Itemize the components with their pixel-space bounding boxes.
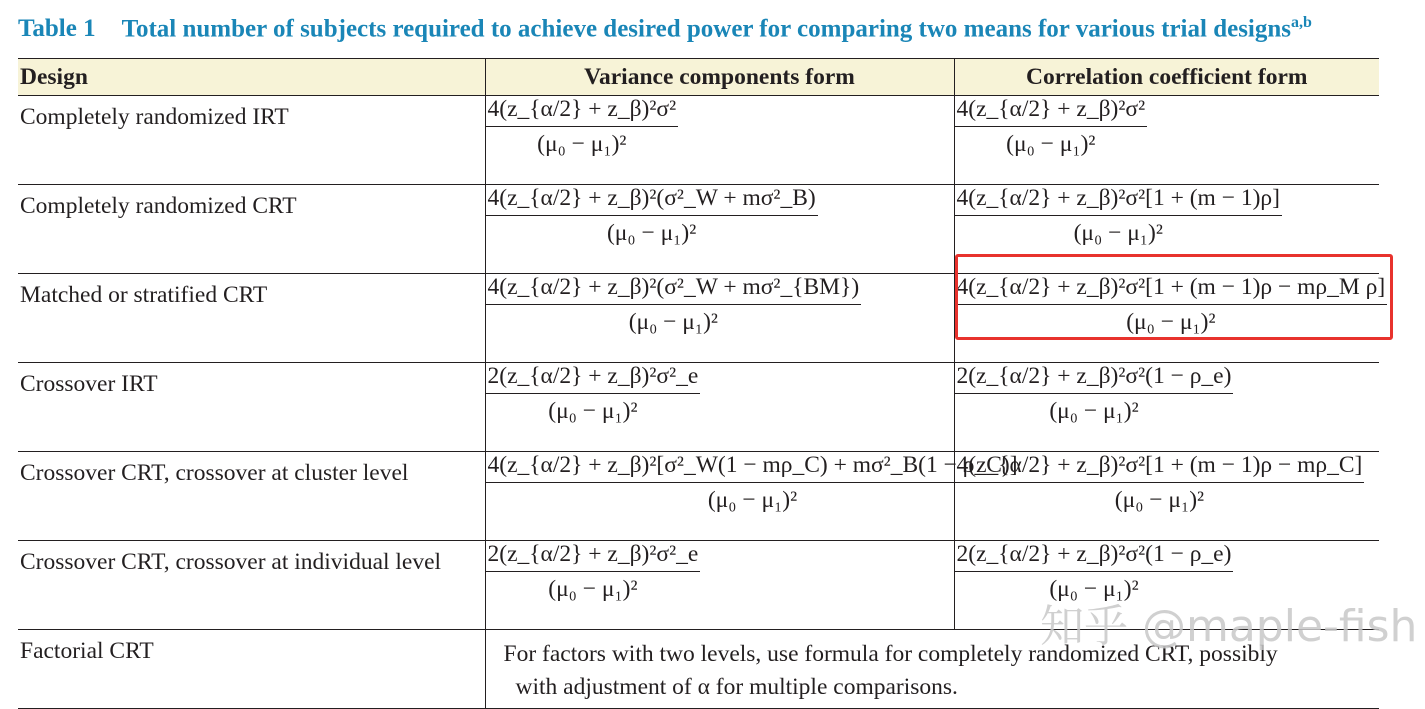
table-number: Table 1	[18, 15, 96, 43]
variance-formula	[485, 363, 954, 452]
formula-denominator: (μ₀ − μ₁)²	[548, 576, 638, 602]
correlation-formula	[954, 363, 1379, 452]
header-variance-form: Variance components form	[485, 59, 954, 96]
formula-denominator: (μ₀ − μ₁)²	[1073, 220, 1163, 246]
formula-denominator: (μ₀ − μ₁)²	[537, 131, 627, 157]
design-cell: Crossover IRT	[18, 363, 485, 452]
design-cell: Completely randomized IRT	[18, 96, 485, 185]
variance-formula	[485, 541, 954, 630]
formula-denominator: (μ₀ − μ₁)²	[1049, 576, 1139, 602]
design-cell: Factorial CRT	[18, 630, 485, 709]
correlation-formula	[954, 96, 1379, 185]
header-design: Design	[18, 59, 485, 96]
formula-numerator: 4(z_{α/2} + z_β)²σ²[1 + (m − 1)ρ − mρ_M ρ]	[955, 274, 1388, 305]
formula-numerator: 2(z_{α/2} + z_β)²σ²_e	[486, 363, 701, 394]
formula-numerator: 2(z_{α/2} + z_β)²σ²(1 − ρ_e)	[955, 541, 1234, 572]
design-cell: Crossover CRT, crossover at cluster level	[18, 452, 485, 541]
formula-denominator: (μ₀ − μ₁)²	[1006, 131, 1096, 157]
watermark: 知乎 @maple-fish	[1040, 601, 1418, 652]
formula-denominator: (μ₀ − μ₁)²	[1049, 398, 1139, 424]
design-cell: Completely randomized CRT	[18, 185, 485, 274]
formula-denominator: (μ₀ − μ₁)²	[1114, 487, 1205, 513]
formula-numerator: 4(z_{α/2} + z_β)²σ²	[486, 96, 679, 127]
formula-numerator: 4(z_{α/2} + z_β)²σ²[1 + (m − 1)ρ − mρ_C]	[955, 452, 1365, 483]
formula-numerator: 4(z_{α/2} + z_β)²(σ²_W + mσ²_{BM})	[486, 274, 862, 305]
formula-numerator: 4(z_{α/2} + z_β)²σ²[1 + (m − 1)ρ]	[955, 185, 1282, 216]
variance-formula	[485, 274, 954, 363]
formula-numerator: 2(z_{α/2} + z_β)²σ²_e	[486, 541, 701, 572]
variance-formula	[485, 185, 954, 274]
header-row	[18, 59, 1379, 96]
formula-numerator: 2(z_{α/2} + z_β)²σ²(1 − ρ_e)	[955, 363, 1234, 394]
design-cell: Crossover CRT, crossover at individual level	[18, 541, 485, 630]
variance-formula	[485, 452, 1018, 541]
formula-numerator: 4(z_{α/2} + z_β)²σ²	[955, 96, 1148, 127]
formula-denominator: (μ₀ − μ₁)²	[548, 398, 638, 424]
formula-numerator: 4(z_{α/2} + z_β)²[σ²_W(1 − mρ_C) + mσ²_B(1 − ρ_C)]	[486, 452, 1020, 483]
formula-denominator: (μ₀ − μ₁)²	[628, 309, 718, 335]
formula-denominator: (μ₀ − μ₁)²	[606, 220, 697, 246]
formula-denominator: (μ₀ − μ₁)²	[1126, 309, 1216, 335]
factorial-note-line-2: with adjustment of α for multiple comparisons.	[515, 674, 958, 700]
table-caption	[18, 14, 1312, 43]
formula-denominator: (μ₀ − μ₁)²	[707, 487, 798, 513]
header-correlation-form: Correlation coefficient form	[954, 59, 1379, 96]
table-row	[18, 96, 1379, 185]
factorial-note-line-1: For factors with two levels, use formula for completely randomized CRT, possibly	[503, 641, 1278, 667]
formula-numerator: 4(z_{α/2} + z_β)²(σ²_W + mσ²_B)	[486, 185, 818, 216]
table-footnote-marks: a,b	[1291, 14, 1312, 31]
table-row	[18, 452, 1379, 541]
correlation-formula	[954, 452, 1379, 541]
design-cell: Matched or stratified CRT	[18, 274, 485, 363]
table-title: Total number of subjects required to achieve desired power for comparing two means for various trial designs	[121, 15, 1291, 43]
variance-formula	[485, 96, 954, 185]
table-row	[18, 363, 1379, 452]
highlight-box	[955, 254, 1393, 340]
